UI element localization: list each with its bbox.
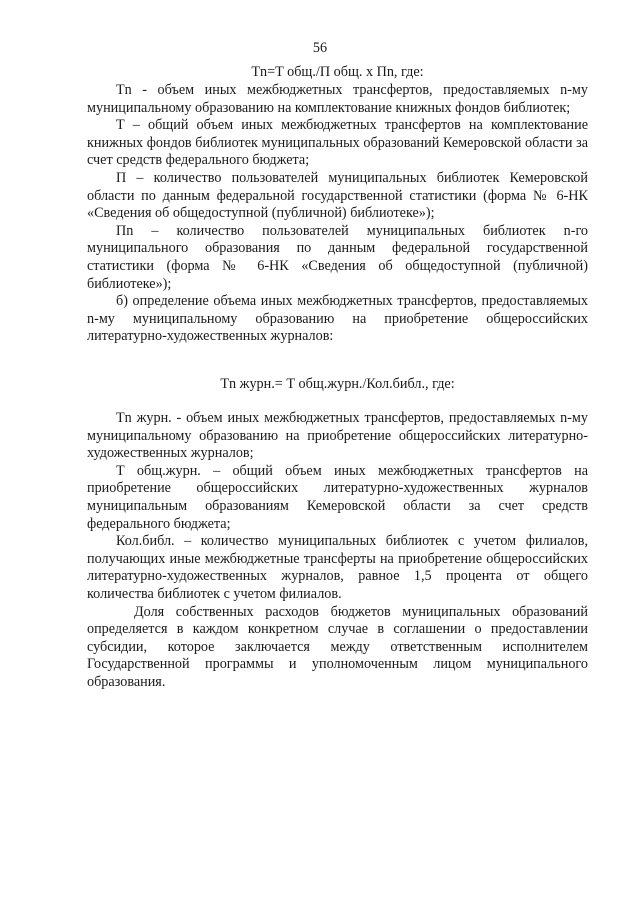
formula-block-1 — [87, 64, 588, 82]
closing-paragraph: Доля собственных расходов бюджетов муниципальных образований определяется в каждом конкретном случае в соглашении о предоставлении субсидии, которое заключается между ответственным исполнителем Государственной программы и уполномоченным лицом муниципального образования. — [87, 603, 588, 690]
paragraph-b-intro: б) определение объема иных межбюджетных трансфертов, предоставляемых n-му муниципальному образованию на приобретение общероссийских литературно-художественных журналов: — [87, 293, 588, 345]
page-number: 56 — [312, 40, 328, 56]
formula-tn: Tn=T общ./П общ. х Пn, где: — [251, 64, 424, 80]
definition-p: П – количество пользователей муниципальных библиотек Кемеровской области по данным федеральной государственной статистики (форма № 6-НК «Сведения об общедоступной (публичной) библиотеке»); — [87, 169, 588, 222]
definitions-block-2 — [87, 410, 588, 692]
definition-t: Т – общий объем иных межбюджетных трансфертов на комплектование книжных фондов библиотек муниципальных образований Кемеровской области за счет средств федерального бюджета; — [87, 117, 588, 169]
definition-library-count: Кол.библ. – количество муниципальных библиотек с учетом филиалов, получающих иные межбюджетные трансферты на приобретение общероссийских литературно-художественных журналов, равное 1,5 процента от общего количества библиотек с учетом филиалов. — [87, 533, 588, 602]
definition-tn-journals: Tn журн. - объем иных межбюджетных трансфертов, предоставляемых n-му муниципальному образованию на приобретение общероссийских литературно-художественных журналов; — [87, 410, 588, 462]
definitions-block-1 — [87, 82, 588, 346]
formula-block-2 — [87, 376, 588, 394]
definition-t-total-journals: Т общ.журн. – общий объем иных межбюджетных трансфертов на приобретение общероссийских литературно-художественных журналов муниципальным образованиям Кемеровской области за счет средств федерального бюджета; — [87, 462, 588, 532]
definition-tn: Tn - объем иных межбюджетных трансфертов, предоставляемых n-му муниципальному образованию на комплектование книжных фондов библиотек; — [87, 82, 588, 116]
definition-pn: Пn – количество пользователей муниципальных библиотек n-го муниципального образования по данным федеральной государственной статистики (форма № 6-НК «Сведения об общедоступной (публичной) библиотеке»); — [87, 222, 588, 292]
formula-tn-journals: Tn журн.= Т общ.журн./Кол.библ., где: — [220, 376, 455, 392]
